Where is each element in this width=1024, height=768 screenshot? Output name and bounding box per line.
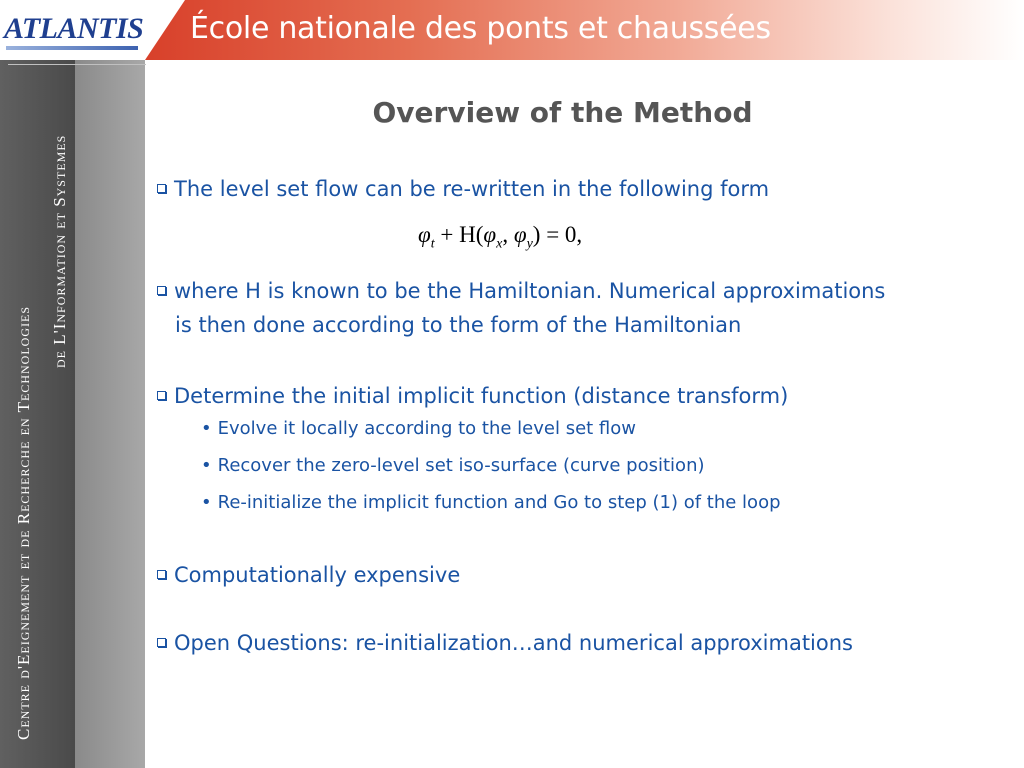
sub-bullet-text: Evolve it locally according to the level set flow: [217, 418, 636, 439]
bullet-initial-implicit-function: [157, 379, 788, 413]
bullet-text: Determine the initial implicit function (distance transform): [174, 384, 789, 408]
equation-comma: ,: [502, 222, 514, 247]
bullet-text: where H is known to be the Hamiltonian. Numerical approximations: [174, 279, 886, 303]
slide-title: Overview of the Method: [372, 96, 753, 129]
sidebar-text-line-2: de L'Information et Systemes: [50, 134, 69, 368]
sub-bullet-evolve: [201, 416, 636, 442]
equation-rest: ) = 0,: [532, 222, 583, 247]
equation-phi: φ: [418, 222, 431, 247]
bullet-text: The level set flow can be re-written in the following form: [174, 177, 770, 201]
bullet-text: Computationally expensive: [174, 563, 461, 587]
bullet-computationally-expensive: [157, 558, 460, 592]
square-bullet-icon: [157, 391, 166, 400]
bullet-text-continuation: is then done according to the form of the Hamiltonian: [175, 313, 742, 337]
square-bullet-icon: [157, 286, 166, 295]
bullet-level-set-form: [157, 172, 769, 206]
sub-bullet-reinitialize: [201, 490, 781, 516]
dot-bullet-icon: •: [201, 492, 212, 513]
equation-sub-t: t: [430, 236, 435, 252]
equation: [418, 222, 582, 253]
sidebar-light-column: [75, 60, 145, 768]
logo: [0, 0, 145, 60]
square-bullet-icon: [157, 638, 166, 647]
equation-phi: φ: [513, 222, 527, 247]
header-banner-notch: [145, 0, 185, 60]
square-bullet-icon: [157, 184, 166, 193]
dot-bullet-icon: •: [201, 455, 212, 476]
square-bullet-icon: [157, 570, 166, 579]
dot-bullet-icon: •: [201, 418, 212, 439]
equation-sub-y: y: [526, 236, 533, 252]
logo-text: ATLANTIS: [4, 12, 144, 45]
sub-bullet-text: Re-initialize the implicit function and Go to step (1) of the loop: [217, 492, 781, 513]
equation-plus-h: + H(: [434, 222, 484, 247]
bullet-open-questions: [157, 626, 853, 660]
sidebar-text-line-1: Centre d'Eeignement et de Recherche en Technologies: [14, 306, 33, 740]
logo-underline: [6, 46, 138, 50]
sub-bullet-recover: [201, 453, 705, 479]
header-title: École nationale des ponts et chaussées: [190, 11, 771, 46]
bullet-text: Open Questions: re-initialization…and numerical approximations: [174, 631, 853, 655]
equation-phi: φ: [483, 222, 497, 247]
equation-sub-x: x: [496, 236, 503, 252]
sub-bullet-text: Recover the zero-level set iso-surface (curve position): [217, 455, 705, 476]
bullet-hamiltonian: [157, 274, 977, 342]
sidebar-divider: [8, 64, 146, 65]
